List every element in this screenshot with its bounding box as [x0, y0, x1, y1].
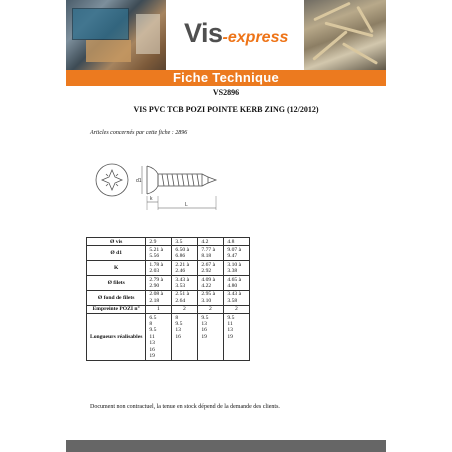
cell-value: 3.10 [201, 297, 212, 304]
cell-value: 2 [208, 306, 212, 313]
cell-value: 2.18 [149, 297, 160, 304]
table-row [87, 261, 250, 276]
cell-value: 19 [227, 333, 233, 340]
row-label: Ø fond de filets [87, 290, 146, 305]
table-cell [198, 290, 224, 305]
cell-value: 8.18 [201, 253, 212, 260]
table-cell [224, 290, 250, 305]
brand-logo: Vis-express [184, 18, 289, 48]
cell-value: 9.5 [175, 320, 183, 327]
cell-value: 6.50 à [175, 246, 190, 253]
table-cell [224, 305, 250, 313]
table-cell [198, 238, 224, 246]
table-cell [146, 238, 172, 246]
disclaimer: Document non contractuel, la tenue en stock dépend de la demande des clients. [90, 404, 280, 410]
cell-value: 4.8 [227, 238, 235, 245]
reference-code: VS2896 [212, 88, 240, 97]
row-label: Ø filets [87, 276, 146, 291]
screw-technical-drawing [92, 152, 222, 222]
table-cell [224, 276, 250, 291]
cell-value: 6.86 [175, 253, 186, 260]
table-cell [146, 290, 172, 305]
row-label: Ø d1 [87, 246, 146, 261]
workshop-photo [66, 0, 166, 70]
table-row [87, 305, 250, 313]
document-title: VIS PVC TCB POZI POINTE KERB ZING (12/2012) [133, 105, 319, 114]
cell-value: 1 [156, 306, 160, 313]
row-label: K [87, 261, 146, 276]
cell-value: 3.58 [227, 297, 238, 304]
table-cell [198, 305, 224, 313]
table-cell [198, 314, 224, 361]
cell-value: 2.21 à [175, 261, 190, 268]
label-d1: d1 [136, 178, 142, 184]
specifications-table [86, 237, 250, 361]
table-cell [146, 246, 172, 261]
cell-value: 5.21 à [149, 246, 164, 253]
table-cell [146, 305, 172, 313]
cell-value: 13 [149, 340, 155, 347]
cell-value: 3.43 à [175, 276, 190, 283]
pozi-head-view-icon [96, 164, 128, 196]
cell-value: 3.43 à [227, 291, 242, 298]
table-row [87, 314, 250, 361]
cell-value: 16 [175, 333, 181, 340]
cell-value: 2 [182, 306, 186, 313]
table-cell [146, 261, 172, 276]
table-cell [198, 261, 224, 276]
table-cell [172, 238, 198, 246]
row-label: Longueurs réalisables [87, 314, 146, 361]
cell-value: 4.22 [201, 282, 212, 289]
table-cell [172, 305, 198, 313]
cell-value: 2.67 à [201, 261, 216, 268]
cell-value: 3.38 [227, 268, 238, 275]
table-row [87, 290, 250, 305]
footer-bar [66, 440, 386, 452]
cell-value: 9.47 [227, 253, 238, 260]
cell-value: 19 [149, 353, 155, 359]
table-cell [146, 314, 172, 361]
table-row [87, 246, 250, 261]
cell-value: 3.5 [175, 238, 183, 245]
cell-value: 9.5 [149, 327, 157, 334]
row-label: Ø vis [87, 238, 146, 246]
table-row [87, 276, 250, 291]
cell-value: 2.03 [149, 268, 160, 275]
table-row [87, 238, 250, 246]
table-cell [172, 261, 198, 276]
cell-value: 2 [234, 306, 238, 313]
cell-value: 11 [149, 333, 155, 340]
cell-value: 1.78 à [149, 261, 164, 268]
fiche-technique-bar: Fiche Technique [66, 70, 386, 86]
cell-value: 19 [201, 333, 207, 340]
cell-value: 2.64 [175, 297, 186, 304]
cell-value: 2.79 à [149, 276, 164, 283]
label-l: L [185, 202, 188, 208]
table-cell [172, 276, 198, 291]
cell-value: 4.2 [201, 238, 209, 245]
header-banner [66, 0, 386, 70]
table-cell [224, 246, 250, 261]
cell-value: 9.5 [227, 314, 235, 321]
cell-value: 16 [201, 327, 207, 334]
table-cell [198, 276, 224, 291]
cell-value: 8 [149, 320, 153, 327]
cell-value: 2.9 [149, 238, 157, 245]
table-cell [146, 276, 172, 291]
cell-value: 13 [227, 327, 233, 334]
cell-value: 2.51 à [175, 291, 190, 298]
cell-value: 2.08 à [149, 291, 164, 298]
row-label: Empreinte POZI n° [87, 305, 146, 313]
screws-photo [304, 0, 386, 70]
cell-value: 5.56 [149, 253, 160, 260]
cell-value: 6.5 [149, 314, 157, 321]
cell-value: 4.65 à [227, 276, 242, 283]
cell-value: 2.95 à [201, 291, 216, 298]
cell-value: 13 [201, 320, 207, 327]
table-cell [172, 290, 198, 305]
screw-side-view-icon [142, 166, 216, 210]
concerned-articles-note: Articles concernés par cette fiche : 2896 [90, 130, 188, 136]
cell-value: 7.77 à [201, 246, 216, 253]
cell-value: 2.46 [175, 268, 186, 275]
table-cell [224, 314, 250, 361]
table-cell [198, 246, 224, 261]
table-cell [172, 314, 198, 361]
table-cell [224, 238, 250, 246]
label-k: k [150, 196, 153, 202]
cell-value: 9.07 à [227, 246, 242, 253]
cell-value: 4.80 [227, 282, 238, 289]
cell-value: 4.09 à [201, 276, 216, 283]
table-cell [224, 261, 250, 276]
cell-value: 2.92 [201, 268, 212, 275]
cell-value: 8 [175, 314, 179, 321]
cell-value: 3.53 [175, 282, 186, 289]
cell-value: 2.90 [149, 282, 160, 289]
cell-value: 13 [175, 327, 181, 334]
table-cell [172, 246, 198, 261]
cell-value: 11 [227, 320, 233, 327]
cell-value: 9.5 [201, 314, 209, 321]
cell-value: 3.10 à [227, 261, 242, 268]
cell-value: 16 [149, 346, 155, 353]
